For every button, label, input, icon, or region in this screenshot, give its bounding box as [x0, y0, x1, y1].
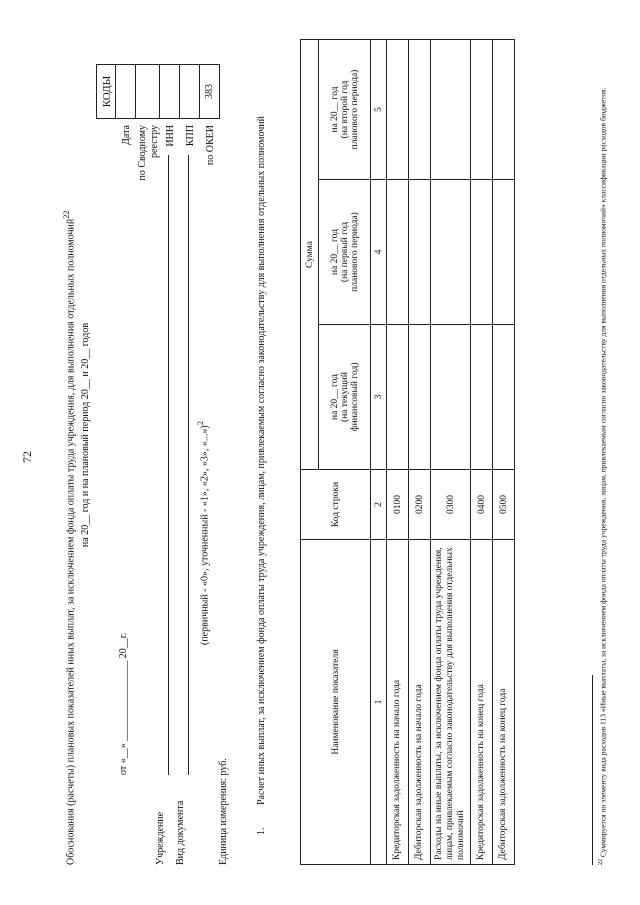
- organization-label: Учреждение: [155, 811, 166, 865]
- header-name: Наименование показателя: [301, 540, 371, 865]
- row-code: 0400: [471, 470, 493, 540]
- hint-footnote-ref: 2: [196, 421, 205, 426]
- row-code: 0500: [493, 470, 515, 540]
- document-subtitle: на 20__ год и на плановый период 20__ и 20__ годов: [80, 322, 91, 548]
- value-cell[interactable]: [409, 180, 431, 325]
- value-cell[interactable]: [409, 40, 431, 180]
- col-number: 3: [371, 325, 387, 470]
- codes-value-okei[interactable]: 383: [200, 64, 220, 119]
- table-row: [409, 40, 431, 865]
- column-number-row: [371, 40, 387, 865]
- row-name: Дебиторская задолженность на начало года: [409, 540, 431, 865]
- document-type-hint-text: (первичный - «0», уточненный - «1», «2», «3», «...»): [199, 425, 211, 645]
- codes-value-registry[interactable]: [148, 64, 160, 119]
- row-name: Кредиторская задолженность на начало года: [387, 540, 409, 865]
- section-heading: [255, 5, 269, 865]
- codes-value-kpp[interactable]: [180, 64, 200, 119]
- section-number: 1.: [256, 827, 267, 835]
- value-cell[interactable]: [493, 325, 515, 470]
- codes-row: [148, 64, 160, 255]
- document-type-label: Вид документа: [175, 800, 186, 865]
- footnote-ref: 22: [598, 859, 604, 865]
- value-cell[interactable]: [387, 40, 409, 180]
- col-number: 5: [371, 40, 387, 180]
- row-code: 0300: [431, 470, 471, 540]
- row-name: Дебиторская задолженность на конец года: [493, 540, 515, 865]
- table-header-row: [301, 40, 319, 865]
- codes-label-registry: по Сводному: [136, 125, 148, 181]
- codes-label-okei: по ОКЕИ: [204, 125, 216, 166]
- value-cell[interactable]: [471, 40, 493, 180]
- header-year-second: на 20__ год (на второй год планового периода): [319, 40, 371, 180]
- value-cell[interactable]: [471, 180, 493, 325]
- value-cell[interactable]: [387, 325, 409, 470]
- section-text: Расчет иных выплат, за исключением фонда оплаты труда учреждения, лицам, привлекаемым согласно законодательству для выполнения отдельных полномочий: [256, 116, 267, 805]
- footnote-divider: [592, 675, 593, 865]
- codes-row: [116, 64, 136, 255]
- codes-row: [160, 64, 180, 255]
- value-cell[interactable]: [493, 180, 515, 325]
- value-cell[interactable]: [431, 325, 471, 470]
- codes-header: КОДЫ: [96, 64, 116, 119]
- title-footnote-ref: 22: [62, 210, 71, 219]
- codes-value-date[interactable]: [116, 64, 136, 119]
- codes-row: [200, 64, 220, 255]
- footnote: [597, 5, 608, 865]
- codes-header-row: [96, 64, 116, 255]
- value-cell[interactable]: [493, 40, 515, 180]
- header-code: Код строки: [301, 470, 371, 540]
- page-number: 72: [20, 451, 34, 463]
- header-year-first: на 20__ год (на первый год планового периода): [319, 180, 371, 325]
- table-row: [387, 40, 409, 865]
- table-row: [493, 40, 515, 865]
- value-cell[interactable]: [409, 325, 431, 470]
- unit-label: Единица измерения: руб.: [218, 758, 229, 865]
- value-cell[interactable]: [431, 40, 471, 180]
- row-name: Кредиторская задолженность на конец года: [471, 540, 493, 865]
- codes-label-date: Дата: [120, 125, 132, 145]
- footnote-text: Суммируется по элементу вида расходов 113 «Иные выплаты, за исключением фонда оплаты труда учреждения, лицам, привлекаемым согласно законодательству для выполнения отдельных полномочий» классификации расходов бюджетов.: [598, 87, 608, 858]
- title-text: Обоснования (расчеты) плановых показателей иных выплат, за исключением фонда оплаты труда учреждения, для выполнения отдельных полномочий: [65, 218, 77, 865]
- value-cell[interactable]: [387, 180, 409, 325]
- calculation-table: [300, 39, 515, 865]
- document-type-hint: [196, 421, 210, 645]
- document-title: [62, 5, 76, 865]
- codes-row: [136, 64, 148, 255]
- header-year-current: на 20__ год (на текущий финансовый год): [319, 325, 371, 470]
- value-cell[interactable]: [431, 180, 471, 325]
- codes-block: [96, 64, 220, 255]
- row-code: 0100: [387, 470, 409, 540]
- row-name: Расходы на иные выплаты, за исключением фонда оплаты труда учреждения, лицам, привлекаемым согласно законодательству для выполнения отдельных полномочий: [431, 540, 471, 865]
- date-line: от «__» ________________ 20__г.: [118, 632, 129, 775]
- codes-row: [180, 64, 200, 255]
- codes-label-registry-2: реестру: [148, 125, 160, 158]
- table-row: [471, 40, 493, 865]
- value-cell[interactable]: [471, 325, 493, 470]
- table-row: [431, 40, 471, 865]
- codes-value-inn[interactable]: [160, 64, 180, 119]
- col-number: 2: [371, 470, 387, 540]
- col-number: 1: [371, 540, 387, 865]
- codes-label-inn: ИНН: [164, 125, 176, 147]
- header-sum: Сумма: [301, 40, 319, 470]
- row-code: 0200: [409, 470, 431, 540]
- codes-label-kpp: КПП: [184, 125, 196, 147]
- col-number: 4: [371, 180, 387, 325]
